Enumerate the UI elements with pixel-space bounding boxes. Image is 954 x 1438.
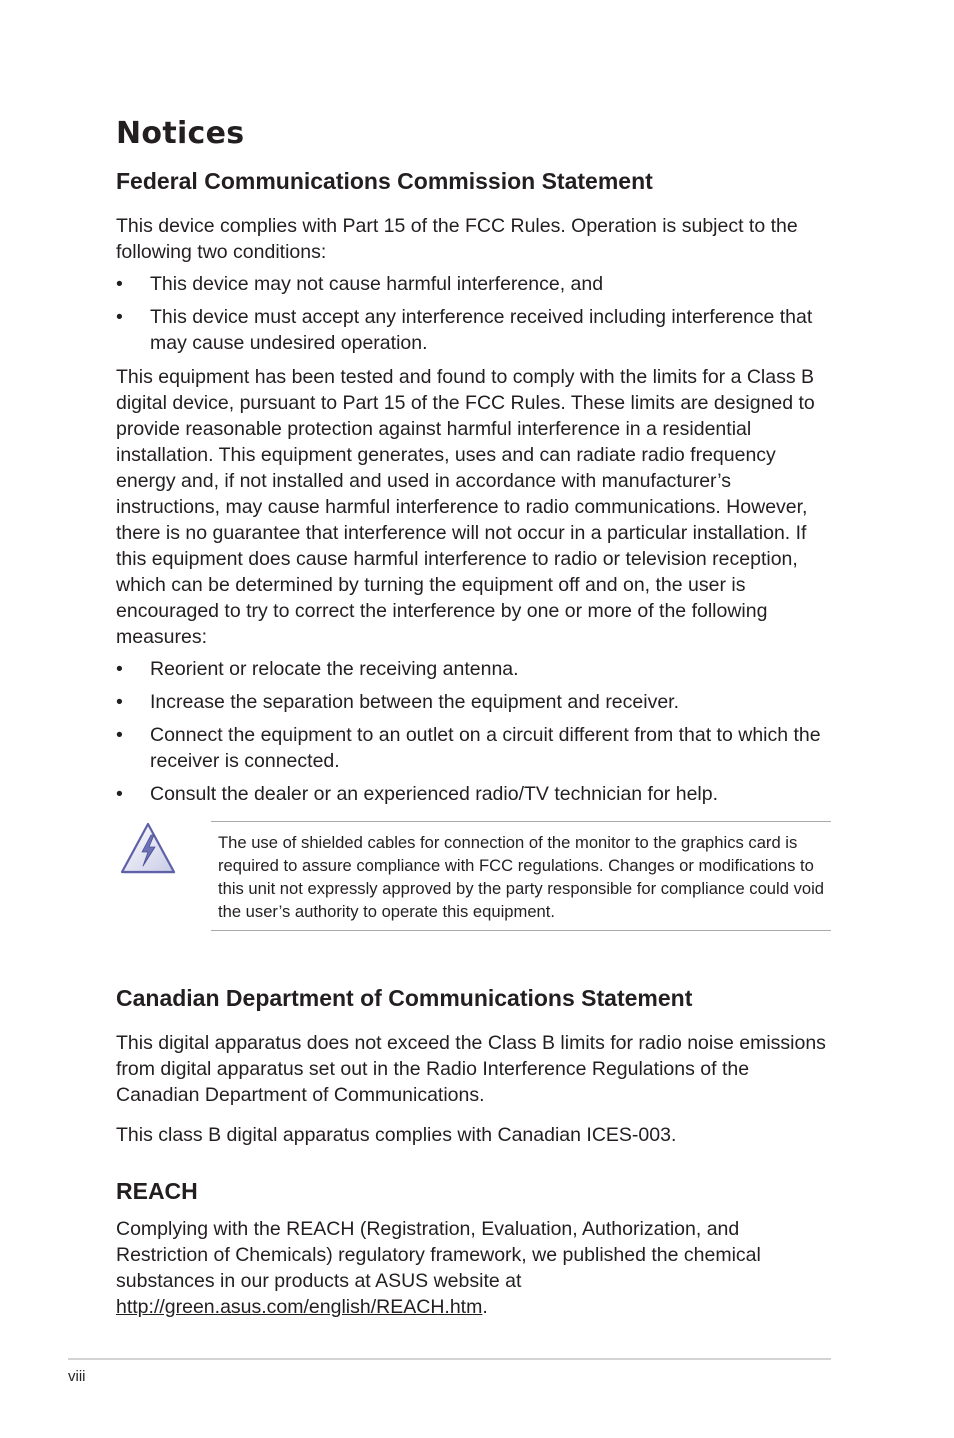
condition-text: This device may not cause harmful interference, and [150, 273, 604, 295]
note-text: The use of shielded cables for connection of the monitor to the graphics card is required to assure compliance with FCC regulations. Changes or modifications to this unit not expressly approved by the party responsible for compliance could void the user’s authority to operate this equipment. [218, 833, 825, 921]
bullet-marker: • [116, 691, 123, 713]
page-title: Notices [116, 116, 245, 151]
fcc-body: This equipment has been tested and found to comply with the limits for a Class B digital device, pursuant to Part 15 of the FCC Rules. These limits are designed to provide reasonable protection against harmful interference in a residential installation. This equipment generates, uses and can radiate radio frequency energy and, if not installed and used in accordance with manufacturer’s instructions, may cause harmful interference to radio communications. However, there is no guarantee that interference will not occur in a particular installation. If this equipment does cause harmful interference to radio or television reception, which can be determined by turning the equipment off and on, the user is encouraged to try to correct the interference by one or more of the following measures: [116, 366, 815, 648]
note-box [211, 821, 831, 931]
canadian-heading: Canadian Department of Communications Statement [116, 985, 693, 1011]
canadian-paragraph-1: This digital apparatus does not exceed the Class B limits for radio noise emissions from digital apparatus set out in the Radio Interference Regulations of the Canadian Department of Communications. [116, 1032, 826, 1106]
bullet-marker: • [116, 724, 123, 746]
reach-text-end: . [482, 1296, 488, 1318]
measure-text: Connect the equipment to an outlet on a circuit different from that to which the receiver is connected. [150, 724, 821, 772]
warning-lightning-icon [118, 821, 176, 877]
bullet-marker: • [116, 273, 123, 295]
bullet-marker: • [116, 306, 123, 328]
list-item [116, 781, 832, 807]
fcc-heading: Federal Communications Commission Statement [116, 168, 653, 194]
list-item [116, 656, 832, 682]
bullet-marker: • [116, 783, 123, 805]
page-number: viii [68, 1368, 86, 1385]
list-item [116, 689, 832, 715]
condition-text: This device must accept any interference received including interference that may cause undesired operation. [150, 306, 813, 354]
measure-text: Consult the dealer or an experienced radio/TV technician for help. [150, 783, 719, 805]
list-item [116, 271, 832, 297]
fcc-measures-list [116, 656, 832, 807]
list-item [116, 722, 832, 774]
reach-paragraph [116, 1216, 832, 1320]
page-content [116, 112, 832, 1326]
canadian-paragraph-2: This class B digital apparatus complies with Canadian ICES-003. [116, 1124, 677, 1146]
bullet-marker: • [116, 658, 123, 680]
measure-text: Reorient or relocate the receiving antenna. [150, 658, 519, 680]
reach-website-link[interactable]: http://green.asus.com/english/REACH.htm [116, 1296, 483, 1318]
footer-divider [68, 1358, 831, 1360]
list-item [116, 304, 832, 356]
fcc-warning-note [116, 821, 832, 933]
reach-heading: REACH [116, 1178, 198, 1204]
measure-text: Increase the separation between the equipment and receiver. [150, 691, 680, 713]
fcc-intro: This device complies with Part 15 of the FCC Rules. Operation is subject to the following two conditions: [116, 215, 798, 263]
fcc-conditions-list [116, 271, 832, 356]
reach-text: Complying with the REACH (Registration, Evaluation, Authorization, and Restriction of Chemicals) regulatory framework, we published the chemical substances in our products at ASUS website at [116, 1218, 761, 1292]
